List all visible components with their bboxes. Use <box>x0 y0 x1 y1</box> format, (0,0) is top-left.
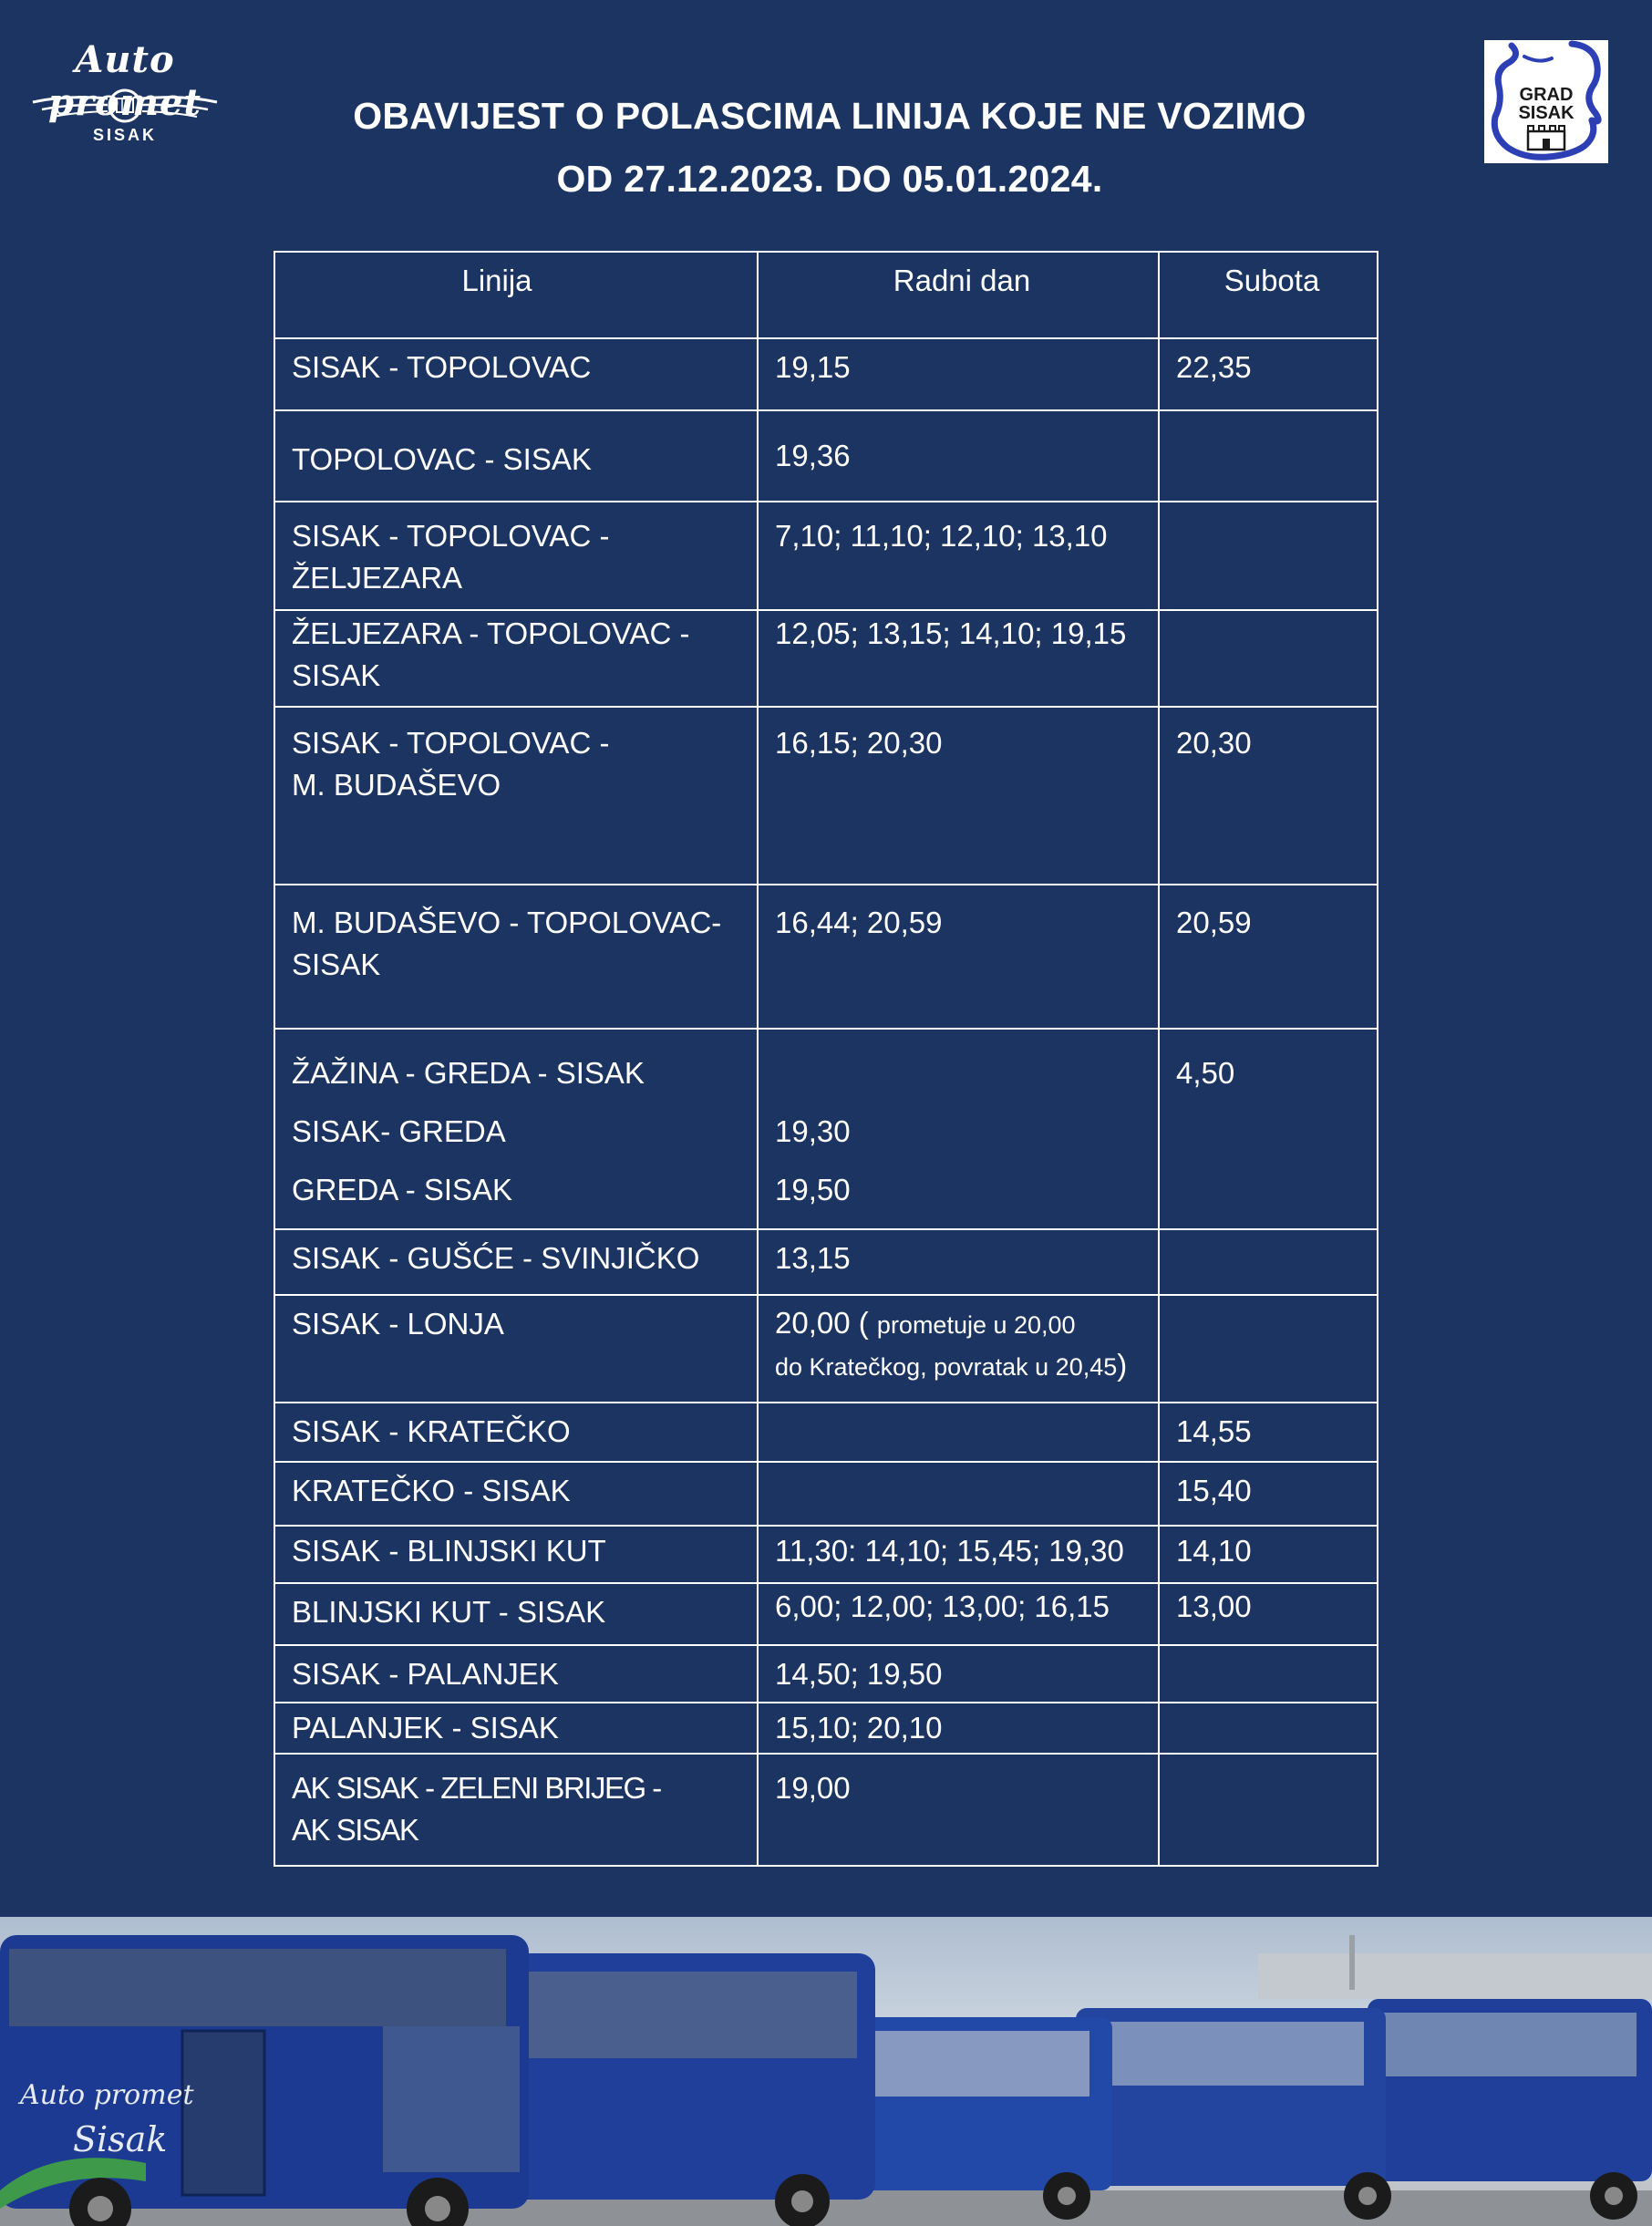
weekday-cell <box>758 1645 1159 1703</box>
saturday-cell <box>1159 1703 1378 1754</box>
weekday-times: 15,10; 20,10 <box>775 1711 943 1745</box>
line-name: SISAK - LONJA <box>292 1307 504 1341</box>
line-name: SISAK - GUŠĆE - SVINJIČKO <box>292 1241 700 1275</box>
weekday-cell <box>758 1029 1159 1229</box>
table-row <box>274 1645 1378 1703</box>
line-name: GREDA - SISAK <box>292 1173 513 1206</box>
line-name: SISAK - PALANJEK <box>292 1657 559 1691</box>
line-name: SISAK - TOPOLOVAC - <box>292 519 610 553</box>
line-name: KRATEČKO - SISAK <box>292 1474 571 1507</box>
logo-city-text: SISAK <box>92 126 157 144</box>
weekday-note-close: ) <box>1117 1348 1128 1382</box>
table-row <box>274 707 1378 885</box>
weekday-cell <box>758 707 1159 885</box>
weekday-cell <box>758 610 1159 707</box>
line-cell <box>274 1526 758 1583</box>
weekday-times: 7,10; 11,10; 12,10; 13,10 <box>775 519 1108 553</box>
line-cell <box>274 1703 758 1754</box>
line-cell <box>274 1295 758 1403</box>
line-cell <box>274 885 758 1029</box>
line-name: SISAK- GREDA <box>292 1114 506 1148</box>
schedule-table <box>274 251 1378 1867</box>
bus-livery-text-2: Sisak <box>73 2119 168 2159</box>
weekday-cell <box>758 338 1159 410</box>
line-name: ŽAŽINA - GREDA - SISAK <box>292 1056 645 1090</box>
saturday-cell <box>1159 1645 1378 1703</box>
line-cell <box>274 1403 758 1462</box>
grad-label-line1: GRAD <box>1519 85 1574 105</box>
line-cell <box>274 1229 758 1295</box>
line-name-cont: AK SISAK <box>292 1813 418 1847</box>
header-subota: Subota <box>1159 252 1378 338</box>
saturday-cell: 13,00 <box>1159 1583 1378 1645</box>
table-row <box>274 410 1378 502</box>
weekday-times <box>775 1474 783 1507</box>
line-name: TOPOLOVAC - SISAK <box>292 442 592 476</box>
page-title: OBAVIJEST O POLASCIMA LINIJA KOJE NE VOZIMO <box>353 95 1306 137</box>
weekday-times: 6,00; 12,00; 13,00; 16,15 <box>775 1589 1110 1623</box>
line-cell <box>274 338 758 410</box>
weekday-cell <box>758 1295 1159 1403</box>
saturday-cell: 20,59 <box>1159 885 1378 1029</box>
table-row <box>274 1403 1378 1462</box>
weekday-cell <box>758 502 1159 610</box>
table-row <box>274 338 1378 410</box>
line-cell <box>274 610 758 707</box>
line-name-cont: M. BUDAŠEVO <box>292 768 501 802</box>
weekday-cell <box>758 1462 1159 1526</box>
line-name: SISAK - BLINJSKI KUT <box>292 1534 606 1568</box>
table-row <box>274 610 1378 707</box>
header-linija: Linija <box>274 252 758 338</box>
table-row <box>274 1462 1378 1526</box>
line-name: BLINJSKI KUT - SISAK <box>292 1595 606 1629</box>
table-row <box>274 885 1378 1029</box>
grad-sisak-label <box>1484 86 1608 122</box>
weekday-cell <box>758 1754 1159 1866</box>
weekday-times: 14,50; 19,50 <box>775 1657 943 1691</box>
line-cell <box>274 1029 758 1229</box>
weekday-times <box>775 1044 1149 1103</box>
line-name-cont: SISAK <box>292 658 381 692</box>
weekday-times: 12,05; 13,15; 14,10; 19,15 <box>775 616 1127 650</box>
saturday-cell <box>1159 1754 1378 1866</box>
line-cell <box>274 1462 758 1526</box>
table-row <box>274 1754 1378 1866</box>
table-row <box>274 1029 1378 1229</box>
line-name-cont: SISAK <box>292 947 381 981</box>
table-header-row <box>274 252 1378 338</box>
line-cell <box>274 1754 758 1866</box>
saturday-cell: 4,50 <box>1159 1029 1378 1229</box>
table-row <box>274 1295 1378 1403</box>
table-row <box>274 502 1378 610</box>
weekday-cell <box>758 1703 1159 1754</box>
line-cell <box>274 1583 758 1645</box>
line-name-cont: ŽELJEZARA <box>292 561 463 595</box>
line-name: SISAK - KRATEČKO <box>292 1414 571 1448</box>
saturday-cell <box>1159 502 1378 610</box>
saturday-cell <box>1159 1295 1378 1403</box>
weekday-times: 16,44; 20,59 <box>775 906 943 939</box>
weekday-cell <box>758 1229 1159 1295</box>
weekday-cell <box>758 885 1159 1029</box>
table-row <box>274 1703 1378 1754</box>
line-name: AK SISAK - ZELENI BRIJEG - <box>292 1771 661 1805</box>
weekday-cell <box>758 410 1159 502</box>
line-name: PALANJEK - SISAK <box>292 1711 559 1745</box>
grad-sisak-logo <box>1484 40 1608 163</box>
weekday-cell <box>758 1403 1159 1462</box>
header-radni-dan: Radni dan <box>758 252 1159 338</box>
line-cell <box>274 707 758 885</box>
saturday-cell: 15,40 <box>1159 1462 1378 1526</box>
weekday-times: 13,15 <box>775 1241 851 1275</box>
weekday-note: do Kratečkog, povratak u 20,45 <box>775 1353 1118 1381</box>
weekday-note: prometuje u 20,00 <box>876 1311 1076 1339</box>
table-row <box>274 1583 1378 1645</box>
line-name: SISAK - TOPOLOVAC <box>292 350 592 384</box>
weekday-cell <box>758 1583 1159 1645</box>
line-cell <box>274 502 758 610</box>
bus-fleet-photo <box>0 1917 1652 2226</box>
winged-wheel-icon <box>29 86 221 126</box>
saturday-cell <box>1159 1229 1378 1295</box>
line-name: ŽELJEZARA - TOPOLOVAC - <box>292 616 690 650</box>
saturday-cell <box>1159 410 1378 502</box>
table-row <box>274 1229 1378 1295</box>
bus-fleet-illustration <box>0 1917 1652 2226</box>
weekday-times: 20,00 ( <box>775 1306 869 1340</box>
line-cell <box>274 410 758 502</box>
saturday-cell <box>1159 610 1378 707</box>
logo-brand-text: Auto promet <box>48 38 201 124</box>
weekday-times: 19,00 <box>775 1771 851 1805</box>
saturday-cell: 20,30 <box>1159 707 1378 885</box>
auto-promet-logo <box>20 38 230 148</box>
page-subtitle-dates: OD 27.12.2023. DO 05.01.2024. <box>556 158 1103 200</box>
weekday-times: 19,15 <box>775 350 851 384</box>
weekday-times: 19,30 <box>775 1114 851 1148</box>
table-row <box>274 1526 1378 1583</box>
weekday-times: 11,30: 14,10; 15,45; 19,30 <box>775 1534 1124 1568</box>
weekday-times: 19,36 <box>775 439 851 472</box>
line-cell <box>274 1645 758 1703</box>
line-name: SISAK - TOPOLOVAC - <box>292 726 610 760</box>
saturday-cell: 14,55 <box>1159 1403 1378 1462</box>
grad-label-line2: SISAK <box>1518 103 1575 123</box>
saturday-cell: 14,10 <box>1159 1526 1378 1583</box>
weekday-times <box>775 1414 783 1448</box>
weekday-times: 19,50 <box>775 1173 851 1206</box>
weekday-cell <box>758 1526 1159 1583</box>
line-name: M. BUDAŠEVO - TOPOLOVAC- <box>292 906 722 939</box>
bus-livery-text-1: Auto promet <box>20 2079 194 2111</box>
weekday-times: 16,15; 20,30 <box>775 726 943 760</box>
saturday-cell: 22,35 <box>1159 338 1378 410</box>
